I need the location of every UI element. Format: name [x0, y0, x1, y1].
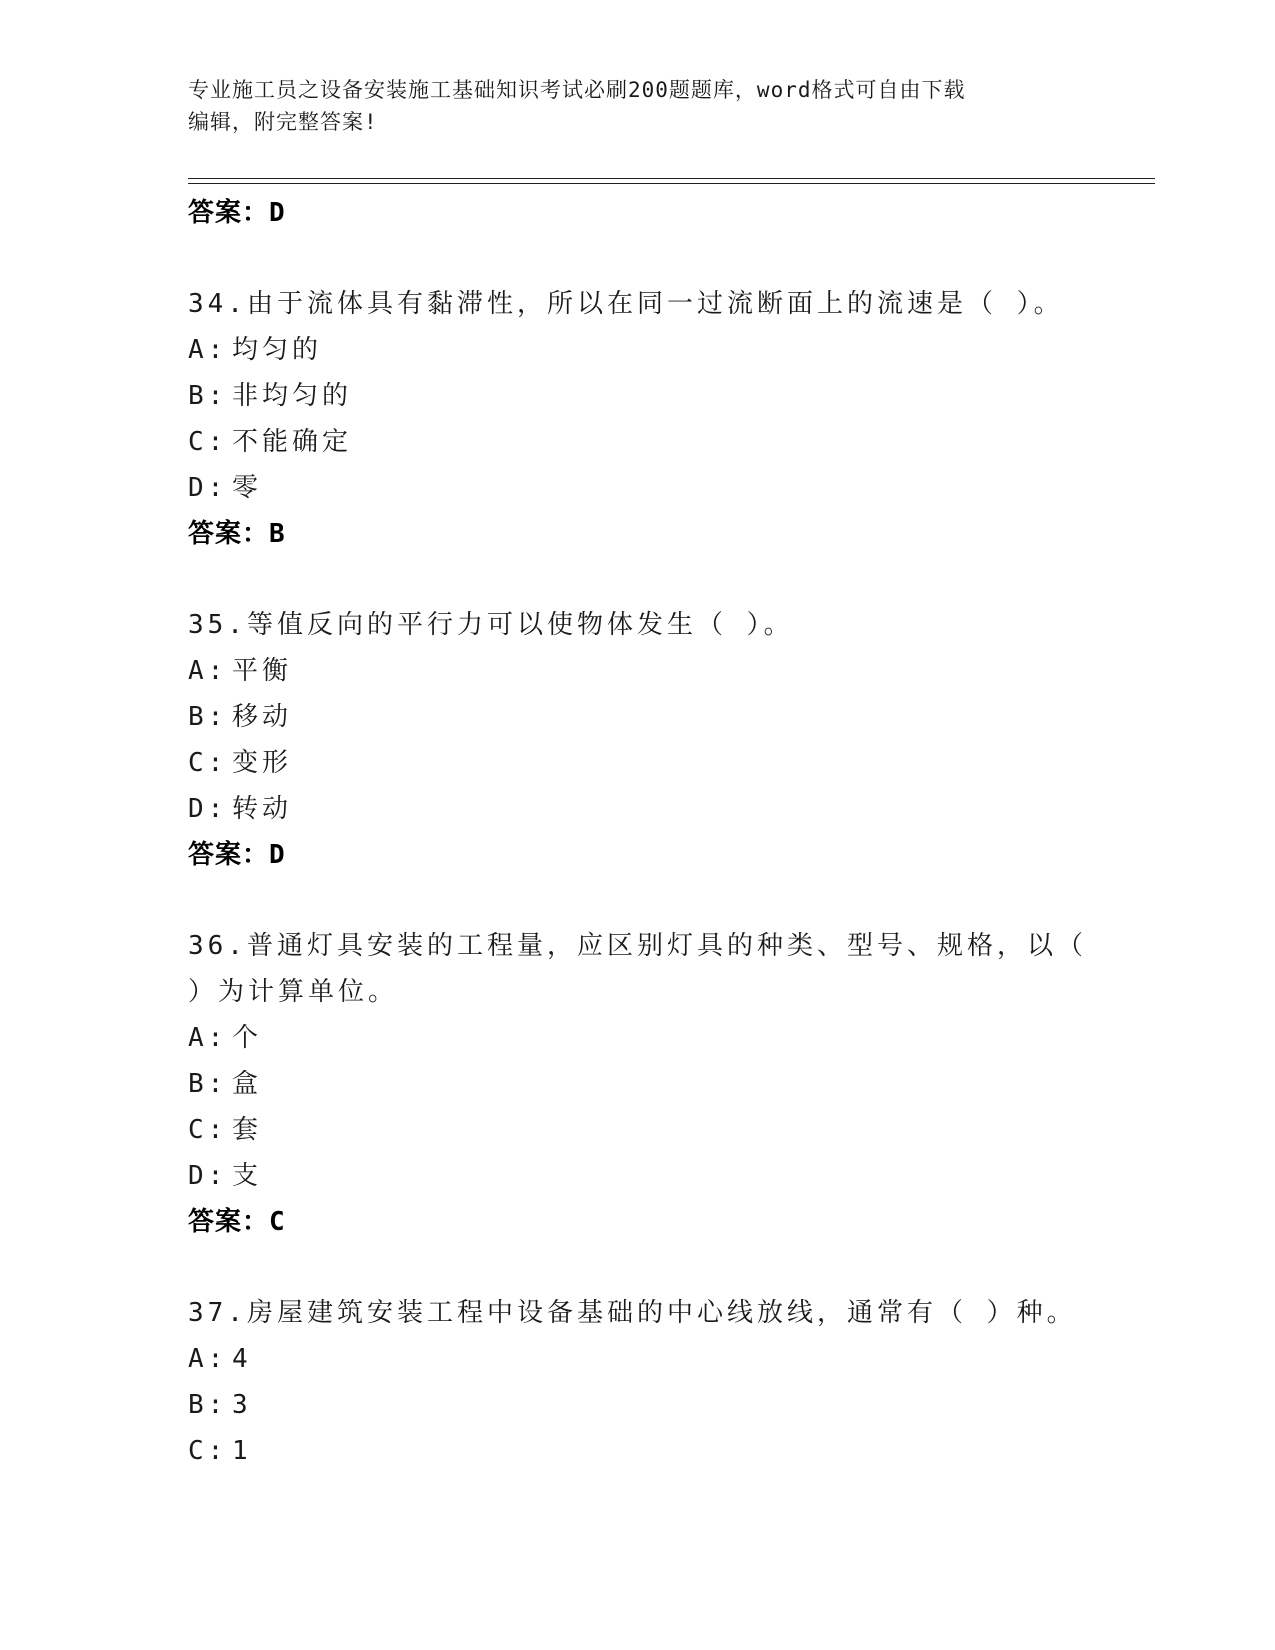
- option-letter: B:: [188, 702, 228, 732]
- option-letter: A:: [188, 1344, 228, 1374]
- option-letter: B:: [188, 1069, 228, 1099]
- option-letter: B:: [188, 1390, 228, 1420]
- answer-label: 答案：C: [188, 1207, 286, 1237]
- option-text: 1: [232, 1436, 252, 1466]
- question-stem: 37.房屋建筑安装工程中设备基础的中心线放线，通常有（ ）种。: [188, 1298, 1077, 1328]
- option-text: 个: [232, 1023, 263, 1053]
- option-b: [188, 1061, 1088, 1107]
- option-letter: D:: [188, 1161, 228, 1191]
- spacer: [188, 878, 1088, 923]
- option-letter: D:: [188, 473, 228, 503]
- question-stem: 36.普通灯具安装的工程量，应区别灯具的种类、型号、规格，以（: [188, 931, 1087, 961]
- spacer: [188, 1245, 1088, 1290]
- answer-label: 答案：B: [188, 519, 286, 549]
- answer-label: 答案：D: [188, 840, 286, 870]
- header-line-2: 编辑，附完整答案!: [188, 110, 378, 134]
- question-block: [188, 281, 1088, 557]
- option-text: 非均匀的: [232, 381, 353, 411]
- option-letter: C:: [188, 748, 228, 778]
- option-letter: C:: [188, 1436, 228, 1466]
- option-d: [188, 465, 1088, 511]
- option-d: [188, 1153, 1088, 1199]
- option-letter: C:: [188, 427, 228, 457]
- question-block: [188, 1290, 1088, 1474]
- question-stem: 35.等值反向的平行力可以使物体发生（ ）。: [188, 610, 794, 640]
- option-text: 盒: [232, 1069, 263, 1099]
- option-a: [188, 1015, 1088, 1061]
- option-letter: B:: [188, 381, 228, 411]
- option-text: 移动: [232, 702, 293, 732]
- option-text: 零: [232, 473, 263, 503]
- option-letter: A:: [188, 335, 228, 365]
- option-a: [188, 1336, 1088, 1382]
- option-text: 3: [232, 1390, 252, 1420]
- header-divider: [188, 178, 1155, 179]
- spacer: [188, 557, 1088, 602]
- document-body: [188, 190, 1088, 1474]
- option-text: 变形: [232, 748, 293, 778]
- answer-label: 答案：D: [188, 198, 286, 228]
- option-letter: C:: [188, 1115, 228, 1145]
- option-text: 平衡: [232, 656, 293, 686]
- option-b: [188, 1382, 1088, 1428]
- option-text: 转动: [232, 794, 293, 824]
- question-stem-continued: ）为计算单位。: [188, 977, 399, 1007]
- page-header: [188, 74, 1088, 138]
- option-c: [188, 1428, 1088, 1474]
- header-line-1: 专业施工员之设备安装施工基础知识考试必刷200题题库，word格式可自由下载: [188, 78, 966, 102]
- option-a: [188, 648, 1088, 694]
- option-b: [188, 694, 1088, 740]
- option-letter: A:: [188, 656, 228, 686]
- option-letter: A:: [188, 1023, 228, 1053]
- option-text: 支: [232, 1161, 263, 1191]
- option-b: [188, 373, 1088, 419]
- option-c: [188, 419, 1088, 465]
- option-text: 不能确定: [232, 427, 353, 457]
- option-c: [188, 1107, 1088, 1153]
- spacer: [188, 236, 1088, 281]
- option-c: [188, 740, 1088, 786]
- option-text: 套: [232, 1115, 263, 1145]
- header-divider-secondary: [188, 183, 1155, 184]
- question-stem: 34.由于流体具有黏滞性，所以在同一过流断面上的流速是（ ）。: [188, 289, 1064, 319]
- option-text: 4: [232, 1344, 252, 1374]
- question-block: [188, 602, 1088, 878]
- option-text: 均匀的: [232, 335, 323, 365]
- option-letter: D:: [188, 794, 228, 824]
- option-d: [188, 786, 1088, 832]
- question-block: [188, 923, 1088, 1245]
- option-a: [188, 327, 1088, 373]
